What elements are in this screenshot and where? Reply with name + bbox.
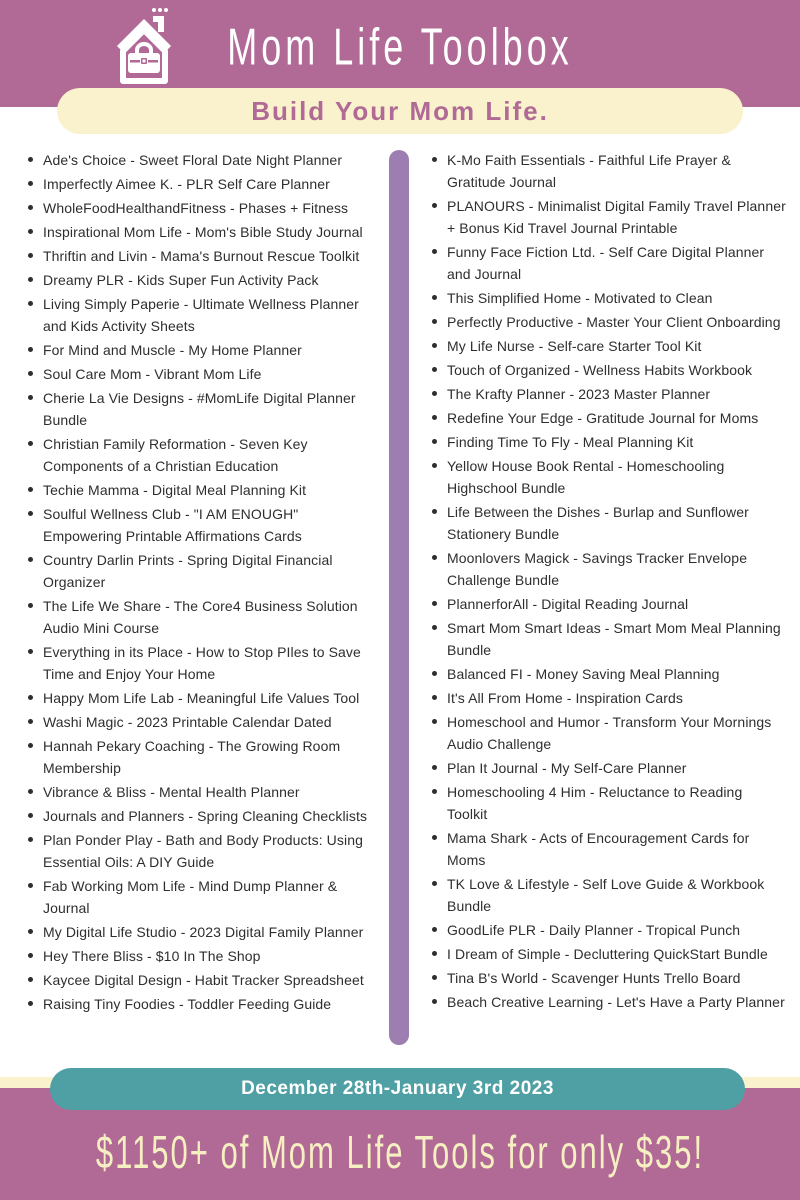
list-item: For Mind and Muscle - My Home Planner [26, 339, 378, 361]
list-item: PlannerforAll - Digital Reading Journal [430, 593, 786, 615]
list-item: It's All From Home - Inspiration Cards [430, 687, 786, 709]
offer-banner: $1150+ of Mom Life Tools for only $35! [95, 1126, 705, 1179]
list-item: Hey There Bliss - $10 In The Shop [26, 945, 378, 967]
list-item: Country Darlin Prints - Spring Digital Financial Organizer [26, 549, 378, 593]
list-item: Yellow House Book Rental - Homeschooling Highschool Bundle [430, 455, 786, 499]
list-item: My Life Nurse - Self-care Starter Tool Kit [430, 335, 786, 357]
list-item: Techie Mamma - Digital Meal Planning Kit [26, 479, 378, 501]
list-item: Finding Time To Fly - Meal Planning Kit [430, 431, 786, 453]
list-item: Christian Family Reformation - Seven Key Components of a Christian Education [26, 433, 378, 477]
list-item: Funny Face Fiction Ltd. - Self Care Digital Planner and Journal [430, 241, 786, 285]
list-item: Living Simply Paperie - Ultimate Wellness Planner and Kids Activity Sheets [26, 293, 378, 337]
list-item: Ade's Choice - Sweet Floral Date Night Planner [26, 149, 378, 171]
column-divider [389, 150, 409, 1045]
list-item: The Krafty Planner - 2023 Master Planner [430, 383, 786, 405]
list-item: Imperfectly Aimee K. - PLR Self Care Planner [26, 173, 378, 195]
list-item: Happy Mom Life Lab - Meaningful Life Values Tool [26, 687, 378, 709]
tagline-banner [57, 88, 743, 134]
list-item: Journals and Planners - Spring Cleaning Checklists [26, 805, 378, 827]
list-item: Inspirational Mom Life - Mom's Bible Study Journal [26, 221, 378, 243]
list-item: Hannah Pekary Coaching - The Growing Room Membership [26, 735, 378, 779]
list-item: Redefine Your Edge - Gratitude Journal for Moms [430, 407, 786, 429]
list-item: Thriftin and Livin - Mama's Burnout Rescue Toolkit [26, 245, 378, 267]
list-item: Mama Shark - Acts of Encouragement Cards for Moms [430, 827, 786, 871]
list-item: WholeFoodHealthandFitness - Phases + Fitness [26, 197, 378, 219]
list-item: PLANOURS - Minimalist Digital Family Travel Planner + Bonus Kid Travel Journal Printable [430, 195, 786, 239]
list-item: The Life We Share - The Core4 Business Solution Audio Mini Course [26, 595, 378, 639]
tagline-text: Build Your Mom Life. [251, 95, 549, 126]
list-item: Soulful Wellness Club - "I AM ENOUGH" Empowering Printable Affirmations Cards [26, 503, 378, 547]
list-item: Homeschooling 4 Him - Reluctance to Reading Toolkit [430, 781, 786, 825]
list-item: Tina B's World - Scavenger Hunts Trello Board [430, 967, 786, 989]
list-item: TK Love & Lifestyle - Self Love Guide & Workbook Bundle [430, 873, 786, 917]
list-item: Fab Working Mom Life - Mind Dump Planner & Journal [26, 875, 378, 919]
list-item: Raising Tiny Foodies - Toddler Feeding Guide [26, 993, 378, 1015]
list-item: Homeschool and Humor - Transform Your Mornings Audio Challenge [430, 711, 786, 755]
date-range-text: December 28th-January 3rd 2023 [241, 1078, 554, 1099]
list-item: Balanced FI - Money Saving Meal Planning [430, 663, 786, 685]
list-item: Washi Magic - 2023 Printable Calendar Dated [26, 711, 378, 733]
list-item: Cherie La Vie Designs - #MomLife Digital Planner Bundle [26, 387, 378, 431]
list-item: My Digital Life Studio - 2023 Digital Family Planner [26, 921, 378, 943]
list-item: Soul Care Mom - Vibrant Mom Life [26, 363, 378, 385]
list-item: GoodLife PLR - Daily Planner - Tropical Punch [430, 919, 786, 941]
list-item: Smart Mom Smart Ideas - Smart Mom Meal Planning Bundle [430, 617, 786, 661]
list-item: I Dream of Simple - Decluttering QuickStart Bundle [430, 943, 786, 965]
product-list-right [430, 149, 786, 1015]
page-title: Mom Life Toolbox [227, 16, 573, 76]
list-item: Life Between the Dishes - Burlap and Sunflower Stationery Bundle [430, 501, 786, 545]
list-item: Kaycee Digital Design - Habit Tracker Spreadsheet [26, 969, 378, 991]
list-item: Touch of Organized - Wellness Habits Workbook [430, 359, 786, 381]
list-item: Everything in its Place - How to Stop PIles to Save Time and Enjoy Your Home [26, 641, 378, 685]
list-item: Dreamy PLR - Kids Super Fun Activity Pack [26, 269, 378, 291]
list-item: This Simplified Home - Motivated to Clean [430, 287, 786, 309]
list-item: Plan It Journal - My Self-Care Planner [430, 757, 786, 779]
list-item: Plan Ponder Play - Bath and Body Products: Using Essential Oils: A DIY Guide [26, 829, 378, 873]
product-list-left [26, 149, 378, 1017]
list-item: Moonlovers Magick - Savings Tracker Envelope Challenge Bundle [430, 547, 786, 591]
list-item: Beach Creative Learning - Let's Have a Party Planner [430, 991, 786, 1013]
list-item: Vibrance & Bliss - Mental Health Planner [26, 781, 378, 803]
list-item: K-Mo Faith Essentials - Faithful Life Prayer & Gratitude Journal [430, 149, 786, 193]
list-item: Perfectly Productive - Master Your Client Onboarding [430, 311, 786, 333]
